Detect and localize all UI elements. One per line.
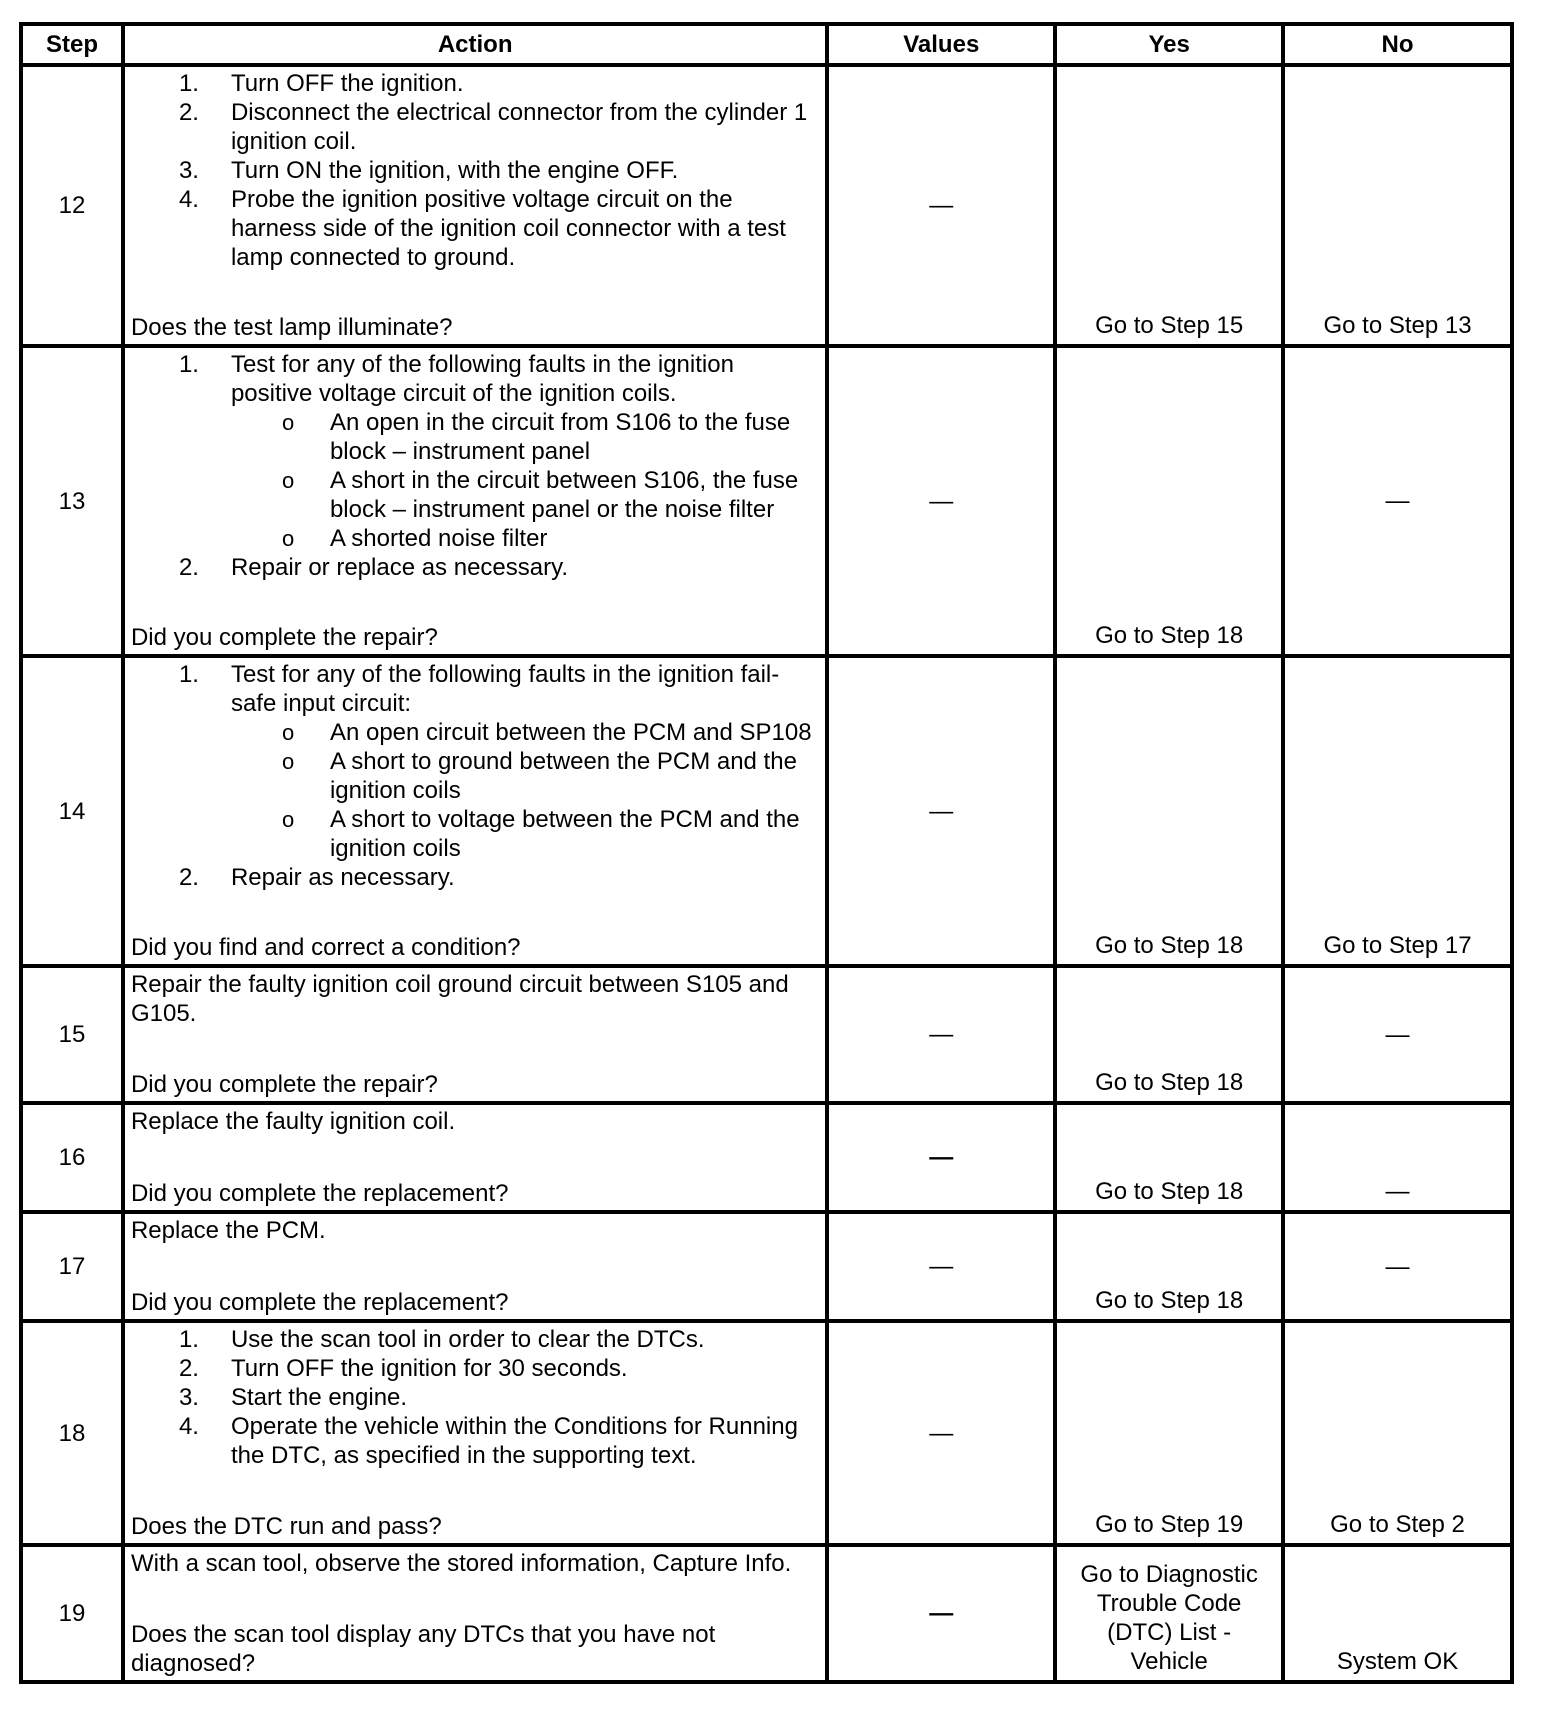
- list-item: 4. Operate the vehicle within the Conditions for Running the DTC, as specified in the supporting text.: [178, 1413, 798, 1469]
- header-no: No: [1283, 24, 1512, 65]
- list-item: 2. Disconnect the electrical connector from the cylinder 1 ignition coil.: [178, 99, 808, 155]
- action-steps: [131, 69, 817, 272]
- no-cell: [1283, 966, 1512, 1103]
- no-text: —: [1385, 487, 1410, 515]
- table-row-step-15: [21, 966, 1512, 1103]
- step-number: 12: [21, 65, 123, 346]
- action-cell: [123, 1545, 827, 1682]
- no-cell: [1283, 1321, 1512, 1545]
- header-action: Action: [123, 24, 827, 65]
- table-row-step-18: [21, 1321, 1512, 1545]
- sub-list-item: o A shorted noise filter: [281, 525, 548, 552]
- action-text: Repair the faulty ignition coil ground circuit between S105 and G105.: [130, 971, 789, 1027]
- no-text: —: [1385, 1021, 1410, 1048]
- action-steps: [131, 1325, 817, 1470]
- no-cell: [1283, 1545, 1512, 1682]
- action-question: Does the test lamp illuminate?: [130, 314, 453, 341]
- sub-list-item: o A short to ground between the PCM and the ignition coils: [281, 748, 797, 804]
- no-text: System OK: [1336, 1648, 1459, 1675]
- sub-list: [131, 408, 817, 553]
- no-text: —: [1385, 1253, 1410, 1280]
- action-cell: [123, 346, 827, 656]
- header-values: Values: [827, 24, 1055, 65]
- table-row-step-16: [21, 1103, 1512, 1212]
- action-cell: [123, 656, 827, 966]
- no-text: Go to Step 2: [1330, 1511, 1465, 1538]
- yes-cell: [1055, 656, 1283, 966]
- table-row-step-12: [21, 65, 1512, 346]
- diagnostic-table: [19, 22, 1514, 1684]
- action-text: With a scan tool, observe the stored information, Capture Info.: [130, 1550, 792, 1577]
- yes-text: Go to Step 18: [1095, 932, 1244, 959]
- action-cell: [123, 1321, 827, 1545]
- action-cell: [123, 65, 827, 346]
- no-text: —: [1385, 1178, 1410, 1205]
- action-steps: [131, 350, 817, 582]
- list-item: 2. Repair as necessary.: [178, 864, 455, 891]
- header-row: [21, 24, 1512, 65]
- values-cell: —: [827, 1545, 1055, 1682]
- values-cell: —: [827, 65, 1055, 346]
- list-item: 1. Test for any of the following faults in the ignition positive voltage circuit of the ignition coils. o An open in the circuit from S106 to the fuse block – instrument panel o A short in the circuit between S106, the fuse block – instrument panel or the noise filter o A shorted noise filter: [131, 350, 817, 553]
- action-cell: [123, 1212, 827, 1321]
- no-cell: [1283, 1103, 1512, 1212]
- table-row-step-13: [21, 346, 1512, 656]
- values-cell: —: [827, 1212, 1055, 1321]
- step-number: 19: [21, 1545, 123, 1682]
- action-question: Does the DTC run and pass?: [130, 1513, 442, 1540]
- step-number: 13: [21, 346, 123, 656]
- list-item: 1. Test for any of the following faults in the ignition fail-safe input circuit: o An open circuit between the PCM and SP108 o A short to ground between the PCM and the ignition coils o A short to voltage between the PCM and the ignition coils: [131, 660, 817, 863]
- step-number: 17: [21, 1212, 123, 1321]
- no-text: Go to Step 17: [1323, 932, 1472, 959]
- action-text: Replace the faulty ignition coil.: [130, 1108, 456, 1135]
- action-question: Did you complete the replacement?: [130, 1180, 509, 1207]
- yes-text: Go to Step 19: [1095, 1511, 1244, 1538]
- values-cell: —: [827, 966, 1055, 1103]
- action-cell: [123, 966, 827, 1103]
- yes-text: Go to Step 15: [1095, 312, 1244, 339]
- step-number: 14: [21, 656, 123, 966]
- action-cell: [123, 1103, 827, 1212]
- step-number: 16: [21, 1103, 123, 1212]
- yes-text: Go to Step 18: [1095, 622, 1244, 649]
- step-number: 18: [21, 1321, 123, 1545]
- no-cell: [1283, 65, 1512, 346]
- table-row-step-14: [21, 656, 1512, 966]
- sub-list-item: o A short in the circuit between S106, the fuse block – instrument panel or the noise filter: [281, 467, 799, 523]
- yes-cell: [1055, 65, 1283, 346]
- list-item: 4. Probe the ignition positive voltage circuit on the harness side of the ignition coil connector with a test lamp connected to ground.: [178, 186, 786, 271]
- step-number: 15: [21, 966, 123, 1103]
- no-cell: [1283, 346, 1512, 656]
- yes-cell: [1055, 346, 1283, 656]
- no-cell: [1283, 1212, 1512, 1321]
- action-question: Does the scan tool display any DTCs that you have not diagnosed?: [130, 1621, 716, 1677]
- no-cell: [1283, 656, 1512, 966]
- action-question: Did you find and correct a condition?: [130, 934, 521, 961]
- values-cell: —: [827, 1103, 1055, 1212]
- table-row-step-17: [21, 1212, 1512, 1321]
- list-item: 1. Turn OFF the ignition.: [178, 70, 464, 97]
- yes-cell: [1055, 966, 1283, 1103]
- action-steps: [131, 660, 817, 892]
- header-step: Step: [21, 24, 123, 65]
- list-item: 3. Start the engine.: [178, 1384, 408, 1411]
- action-question: Did you complete the repair?: [130, 1071, 438, 1098]
- sub-list-item: o An open in the circuit from S106 to the fuse block – instrument panel: [281, 409, 791, 465]
- sub-list-item: o A short to voltage between the PCM and the ignition coils: [281, 806, 800, 862]
- values-cell: —: [827, 346, 1055, 656]
- list-item: 2. Turn OFF the ignition for 30 seconds.: [178, 1355, 628, 1382]
- list-item: 1. Use the scan tool in order to clear the DTCs.: [178, 1326, 705, 1353]
- values-cell: —: [827, 1321, 1055, 1545]
- sub-list: [131, 718, 817, 863]
- action-question: Did you complete the replacement?: [130, 1289, 509, 1316]
- no-text: Go to Step 13: [1323, 312, 1472, 339]
- yes-text: Go to Step 18: [1095, 1287, 1244, 1314]
- list-item: 3. Turn ON the ignition, with the engine OFF.: [178, 157, 679, 184]
- sub-list-item: o An open circuit between the PCM and SP108: [281, 719, 812, 746]
- yes-text: Go to Step 18: [1095, 1178, 1244, 1205]
- action-question: Did you complete the repair?: [130, 624, 438, 651]
- yes-cell: [1055, 1321, 1283, 1545]
- list-item: 2. Repair or replace as necessary.: [178, 554, 568, 581]
- yes-cell: [1055, 1545, 1283, 1682]
- values-cell: —: [827, 656, 1055, 966]
- yes-cell: [1055, 1212, 1283, 1321]
- header-yes: Yes: [1055, 24, 1283, 65]
- table-row-step-19: [21, 1545, 1512, 1682]
- yes-cell: [1055, 1103, 1283, 1212]
- yes-text: Go to Step 18: [1095, 1069, 1244, 1096]
- action-text: Replace the PCM.: [130, 1217, 326, 1244]
- yes-text: Go to Diagnostic Trouble Code (DTC) List - Vehicle: [1080, 1561, 1258, 1675]
